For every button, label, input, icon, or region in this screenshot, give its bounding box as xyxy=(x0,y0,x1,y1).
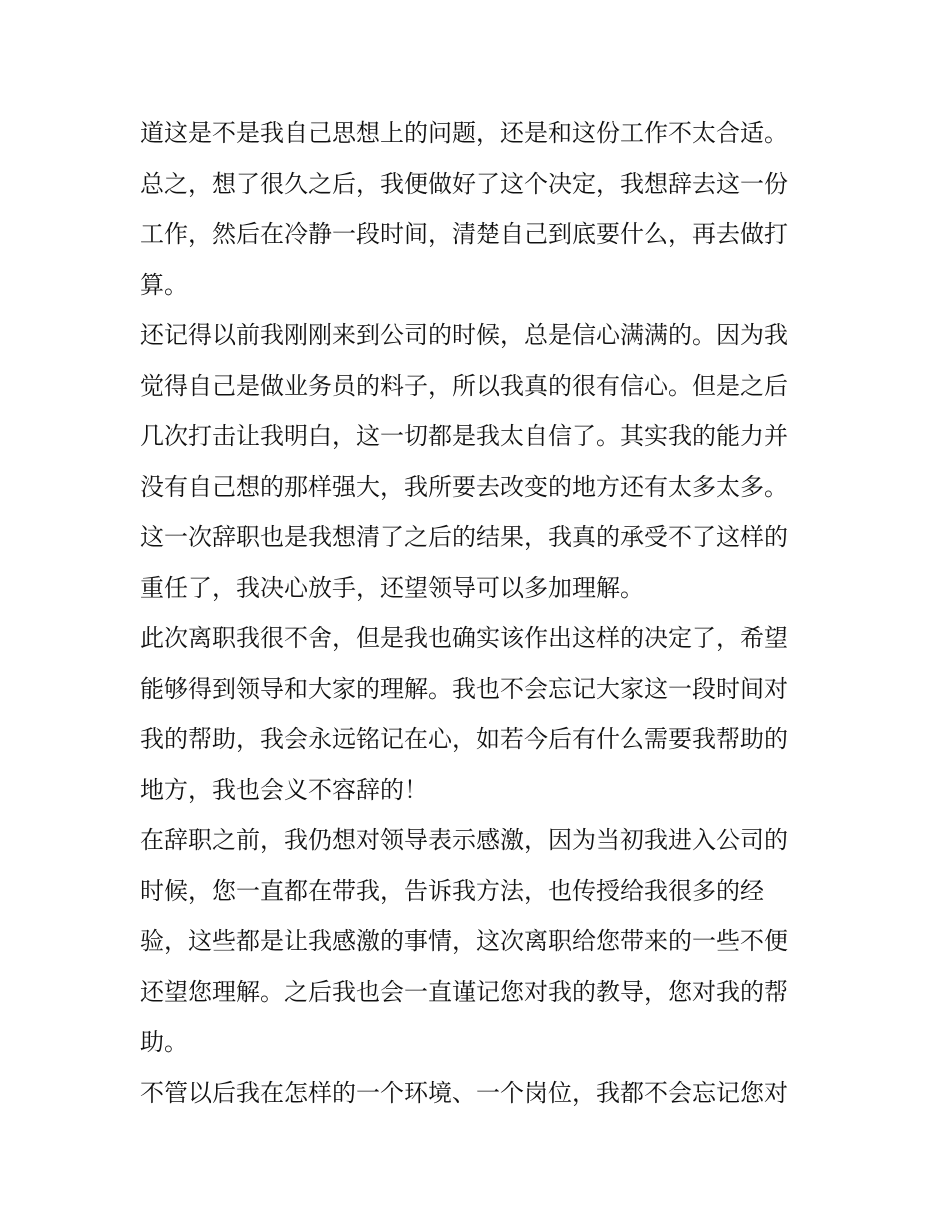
text-line: 总之，想了很久之后，我便做好了这个决定，我想辞去这一份 xyxy=(140,169,788,198)
text-line: 还记得以前我刚刚来到公司的时候，总是信心满满的。因为我 xyxy=(140,321,788,349)
text-line: 道这是不是我自己思想上的问题，还是和这份工作不太合适。 xyxy=(140,119,788,147)
text-line: 工作，然后在冷静一段时间，清楚自己到底要什么，再去做打 xyxy=(140,220,788,248)
text-line: 算。 xyxy=(140,270,188,299)
text-line: 验，这些都是让我感激的事情，这次离职给您带来的一些不便 xyxy=(140,927,788,955)
text-line: 不管以后我在怎样的一个环境、一个岗位，我都不会忘记您对 xyxy=(140,1078,788,1107)
text-line: 还望您理解。之后我也会一直谨记您对我的教导，您对我的帮 xyxy=(140,977,788,1006)
text-line: 助。 xyxy=(140,1028,188,1056)
body-text xyxy=(140,108,820,1118)
text-line: 几次打击让我明白，这一切都是我太自信了。其实我的能力并 xyxy=(140,422,788,450)
text-line: 没有自己想的那样强大，我所要去改变的地方还有太多太多。 xyxy=(140,472,788,501)
text-line: 在辞职之前，我仍想对领导表示感激，因为当初我进入公司的 xyxy=(140,826,788,854)
text-line: 时候，您一直都在带我，告诉我方法，也传授给我很多的经 xyxy=(140,876,764,905)
text-line: 这一次辞职也是我想清了之后的结果，我真的承受不了这样的 xyxy=(140,523,788,551)
text-line: 地方，我也会义不容辞的！ xyxy=(140,775,428,804)
text-line: 能够得到领导和大家的理解。我也不会忘记大家这一段时间对 xyxy=(140,674,788,703)
text-line: 觉得自己是做业务员的料子，所以我真的很有信心。但是之后 xyxy=(140,371,788,400)
text-line: 重任了，我决心放手，还望领导可以多加理解。 xyxy=(140,573,644,602)
text-line: 我的帮助，我会永远铭记在心，如若今后有什么需要我帮助的 xyxy=(140,725,788,753)
text-line: 此次离职我很不舍，但是我也确实该作出这样的决定了，希望 xyxy=(140,624,788,652)
